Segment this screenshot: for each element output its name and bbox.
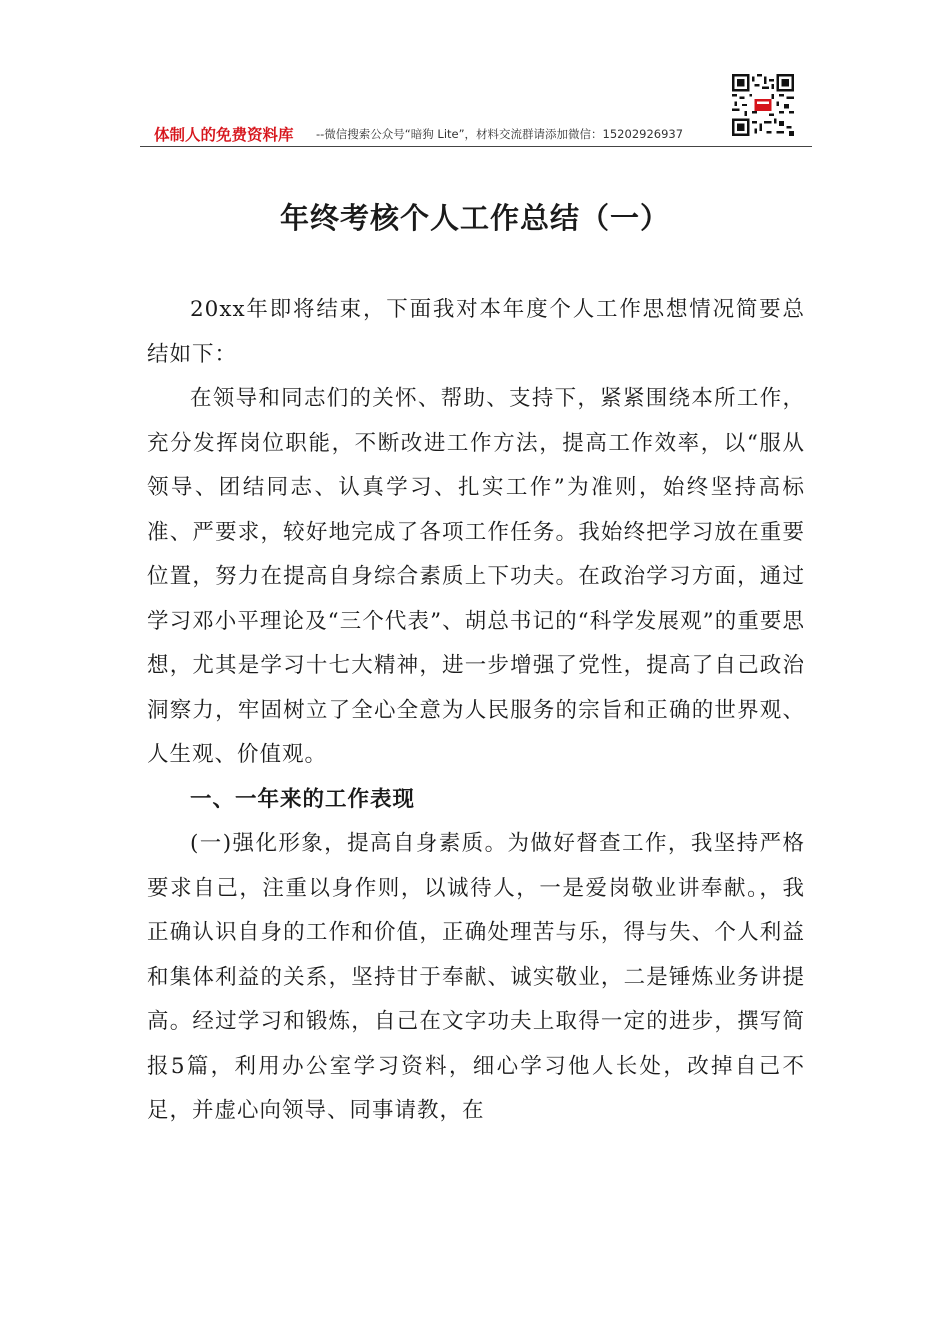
wechat-notice: --微信搜索公众号“暗狗 Lite”，材料交流群请添加微信：15202926937 bbox=[316, 127, 684, 141]
page-header bbox=[140, 120, 812, 146]
paragraph-2: (一)强化形象，提高自身素质。为做好督查工作，我坚持严格要求自己，注重以身作则，以诚待人，一是爱岗敬业讲奉献。，我正确认识自身的工作和价值，正确处理苦与乐，得与失、个人利益和集体利益的关系，坚持甘于奉献、诚实敬业，二是锤炼业务讲提高。经过学习和锻炼，自己在文字功夫上取得一定的进步，撰写简报5篇，利用办公室学习资料，细心学习他人长处，改掉自己不足，并虚心向领导、同事请教，在 bbox=[147, 831, 805, 1123]
section-heading-1: 一、一年来的工作表现 bbox=[190, 786, 416, 812]
document-title: 年终考核个人工作总结（一） bbox=[279, 201, 670, 235]
paragraph-1: 在领导和同志们的关怀、帮助、支持下，紧紧围绕本所工作，充分发挥岗位职能，不断改进工作方法，提高工作效率，以“服从领导、团结同志、认真学习、扎实工作”为准则，始终坚持高标准、严要求，较好地完成了各项工作任务。我始终把学习放在重要位置，努力在提高自身综合素质上下功夫。在政治学习方面，通过学习邓小平理论及“三个代表”、胡总书记的“科学发展观”的重要思想，尤其是学习十七大精神，进一步增强了党性，提高了自己政治洞察力，牢固树立了全心全意为人民服务的宗旨和正确的世界观、人生观、价值观。 bbox=[147, 386, 805, 767]
header-divider bbox=[140, 146, 812, 147]
document-body bbox=[147, 288, 805, 1134]
intro-paragraph: 20xx年即将结束，下面我对本年度个人工作思想情况简要总结如下： bbox=[147, 297, 805, 367]
brand-text: 体制人的免费资料库 bbox=[154, 126, 294, 144]
